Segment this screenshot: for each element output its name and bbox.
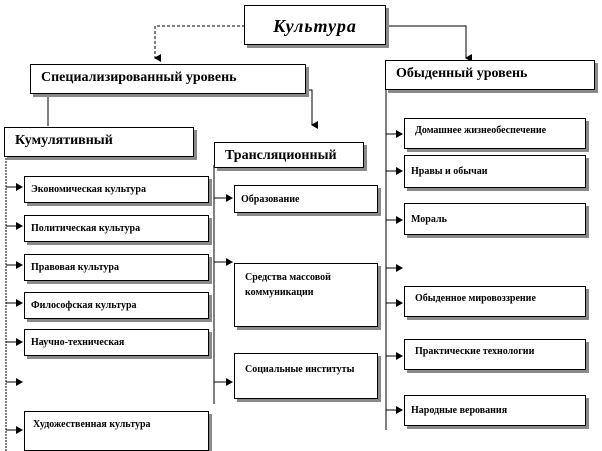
specialized-level-box [30, 64, 306, 94]
cumulative-item-economic [24, 176, 209, 203]
cumulative-item-label: Научно-техническая [31, 337, 125, 348]
cumulative-item-label: Художественная культура [33, 419, 151, 430]
everyday-item-label: Мораль [411, 214, 447, 225]
cumulative-item-label: Политическая культура [31, 223, 141, 234]
everyday-item-worldview [404, 286, 586, 317]
everyday-item-label: Домашнее жизнеобеспечение [415, 125, 547, 136]
translational-item-education [234, 185, 378, 213]
everyday-item-label: Практические технологии [415, 346, 535, 357]
cumulative-item-legal [24, 254, 209, 281]
culture-title-box [244, 5, 386, 45]
everyday-item-customs [404, 155, 586, 188]
cumulative-item-label: Правовая культура [31, 262, 119, 273]
cumulative-item-label: Философская культура [31, 300, 137, 311]
everyday-item-folk-beliefs [404, 395, 586, 426]
specialized-level-label: Специализированный уровень [41, 70, 237, 85]
culture-title: Культура [273, 16, 357, 36]
everyday-item-practical-technologies [404, 339, 586, 370]
translational-item-label: Средства массовой коммуникации [245, 272, 331, 298]
everyday-item-label: Народные верования [411, 405, 508, 416]
translational-box [214, 142, 364, 168]
everyday-level-label: Обыденный уровень [396, 66, 528, 81]
everyday-item-morality [404, 203, 586, 235]
everyday-item-household [404, 118, 586, 149]
translational-item-mass-media [234, 263, 378, 327]
everyday-item-label: Обыденное мировоззрение [415, 293, 536, 304]
cumulative-item-political [24, 215, 209, 242]
translational-item-social-institutions [234, 353, 378, 399]
everyday-item-label: Нравы и обычаи [411, 166, 488, 177]
cumulative-label: Кумулятивный [15, 133, 113, 148]
translational-item-label: Образование [241, 194, 300, 205]
cumulative-item-philosophical [24, 292, 209, 319]
translational-item-label: Социальные институты [245, 364, 355, 375]
cumulative-item-artistic [24, 411, 209, 451]
cumulative-box [4, 127, 194, 157]
everyday-level-box [385, 60, 595, 90]
cumulative-item-label: Экономическая культура [31, 184, 146, 195]
translational-label: Трансляционный [225, 148, 337, 163]
cumulative-item-scientific [24, 329, 209, 356]
